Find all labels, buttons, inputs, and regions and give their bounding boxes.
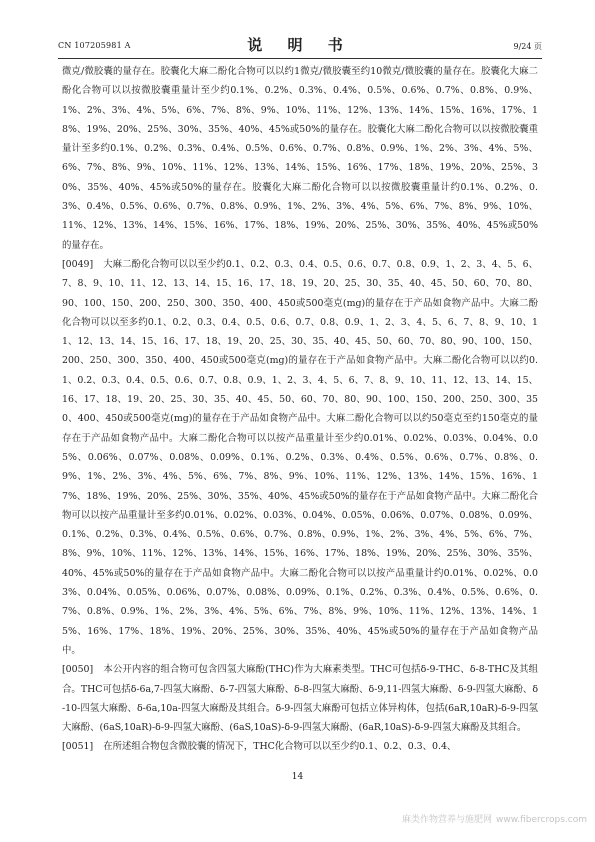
publication-number: CN 107205981 A (58, 41, 131, 50)
page-header (58, 34, 542, 56)
paragraph-text: 大麻二酚化合物可以以至少约0.1、0.2、0.3、0.4、0.5、0.6、0.7、0.8、0.9、1、2、3、4、5、6、7、8、9、10、11、12、13、14、15、16、17、18、19、20、25、30、35、40、45、50、60、70、80、90、100、150、200、250、300、350、400、450或500毫克(mg)的量存在于产品如食物产品中。大麻二酚化合物可以以至多约0.1、0.2、0.3、0.4、0.5、0.6、0.7、0.8、0.9、1、2、3、4、5、6、7、8、9、10、11、12、13、14、15、16、17、18、19、20、25、30、35、40、45、50、60、70、80、90、100、150、200、250、300、350、400、450或500毫克(mg)的量存在于产品如食物产品中。大麻二酚化合物可以以约0.1、0.2、0.3、0.4、0.5、0.6、0.7、0.8、0.9、1、2、3、4、5、6、7、8、9、10、11、12、13、14、15、16、17、18、19、20、25、30、35、40、45、50、60、70、80、90、100、150、200、250、300、350、400、450或500毫克(mg)的量存在于产品如食物产品中。大麻二酚化合物可以以约50毫克至约150毫克的量存在于产品如食物产品中。大麻二酚化合物可以以按产品重量计至少约0.01%、0.02%、0.03%、0.04%、0.05%、0.06%、0.07%、0.08%、0.09%、0.1%、0.2%、0.3%、0.4%、0.5%、0.6%、0.7%、0.8%、0.9%、1%、2%、3%、4%、5%、6%、7%、8%、9%、10%、11%、12%、13%、14%、15%、16%、17%、18%、19%、20%、25%、30%、35%、40%、45%或50%的量存在于产品如食物产品中。大麻二酚化合物可以以按产品重量计至多约0.01%、0.02%、0.03%、0.04%、0.05%、0.06%、0.07%、0.08%、0.09%、0.1%、0.2%、0.3%、0.4%、0.5%、0.6%、0.7%、0.8%、0.9%、1%、2%、3%、4%、5%、6%、7%、8%、9%、10%、11%、12%、13%、14%、15%、16%、17%、18%、19%、20%、25%、30%、35%、40%、45%或50%的量存在于产品如食物产品中。大麻二酚化合物可以以按产品重量计约0.01%、0.02%、0.03%、0.04%、0.05%、0.06%、0.07%、0.08%、0.09%、0.1%、0.2%、0.3%、0.4%、0.5%、0.6%、0.7%、0.8%、0.9%、1%、2%、3%、4%、5%、6%、7%、8%、9%、10%、11%、12%、13%、14%、15%、16%、17%、18%、19%、20%、25%、30%、35%、40%、45%或50%的量存在于产品如食物产品中。 (62, 258, 538, 656)
paragraph-0051 (62, 737, 538, 756)
paragraph-number: [0050] (62, 664, 94, 676)
paragraph-continuation (62, 62, 538, 255)
paragraph-text: 在所述组合物包含微胶囊的情况下，THC化合物可以以至少约0.1、0.2、0.3、0.4、 (103, 741, 457, 753)
page-ratio: 9/24 页 (513, 42, 542, 51)
paragraph-0050 (62, 660, 538, 737)
header-rule (58, 58, 542, 59)
watermark-url: www.fibercrops.com (496, 815, 587, 825)
paragraph-0049 (62, 255, 538, 660)
paragraph-number: [0051] (62, 741, 94, 753)
paragraph-text: 本公开内容的组合物可包含四氢大麻酚(THC)作为大麻素类型。THC可包括δ-9-THC、δ-8-THC及其组合。THC可包括δ-6a,7-四氢大麻酚、δ-7-四氢大麻酚、δ-8-四氢大麻酚、δ-9,11-四氢大麻酚、δ-9-四氢大麻酚、δ-10-四氢大麻酚、δ-6a,10a-四氢大麻酚及其组合。δ-9-四氢大麻酚可包括立体异构体，包括(6aR,10aR)-δ-9-四氢大麻酚、(6aS,10aR)-δ-9-四氢大麻酚、(6aS,10aS)-δ-9-四氢大麻酚、(6aR,10aS)-δ-9-四氢大麻酚及其组合。 (62, 664, 538, 734)
paragraph-number: [0049] (62, 258, 94, 270)
document-body (62, 62, 538, 757)
paragraph-text: 微克/微胶囊的量存在。胶囊化大麻二酚化合物可以以约1微克/微胶囊至约10微克/微胶囊的量存在。胶囊化大麻二酚化合物可以以按微胶囊重量计至少约0.1%、0.2%、0.3%、0.4%、0.5%、0.6%、0.7%、0.8%、0.9%、1%、2%、3%、4%、5%、6%、7%、8%、9%、10%、11%、12%、13%、14%、15%、16%、17%、18%、19%、20%、25%、30%、35%、40%、45%或50%的量存在。胶囊化大麻二酚化合物可以以按微胶囊重量计至多约0.1%、0.2%、0.3%、0.4%、0.5%、0.6%、0.7%、0.8%、0.9%、1%、2%、3%、4%、5%、6%、7%、8%、9%、10%、11%、12%、13%、14%、15%、16%、17%、18%、19%、20%、25%、30%、35%、40%、45%或50%的量存在。胶囊化大麻二酚化合物可以以按微胶囊重量计约0.1%、0.2%、0.3%、0.4%、0.5%、0.6%、0.7%、0.8%、0.9%、1%、2%、3%、4%、5%、6%、7%、8%、9%、10%、11%、12%、13%、14%、15%、16%、17%、18%、19%、20%、25%、30%、35%、40%、45%或50%的量存在。 (62, 66, 538, 251)
page-number: 14 (291, 772, 304, 782)
watermark (402, 812, 587, 825)
watermark-site-name: 麻类作物营养与施肥网 (402, 815, 493, 825)
document-title: 说 明 书 (247, 36, 353, 54)
